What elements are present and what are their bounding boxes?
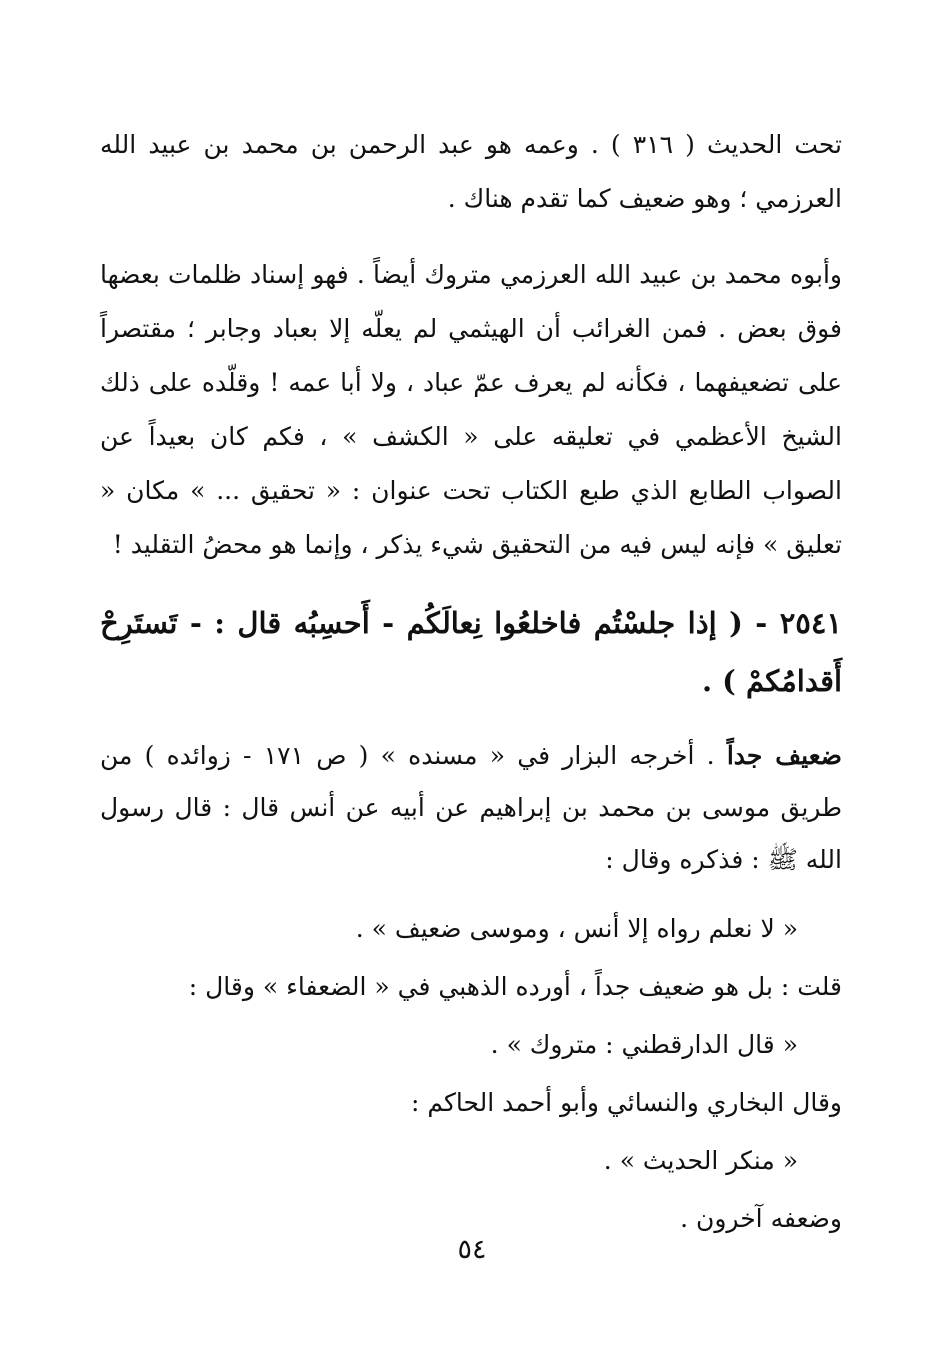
hadith-title: ٢٥٤١ - ( إذا جلسْتُم فاخلعُوا نِعالَكُم - أَحسِبُه قال : - تَستَرِحْ أَقدامُكمْ ) . — [100, 606, 842, 698]
line-1: « لا نعلم رواه إلا أنس ، وموسى ضعيف » . — [355, 914, 798, 943]
paragraph-3 — [100, 730, 842, 886]
page-number: ٥٤ — [457, 1234, 487, 1265]
grading-label: ضعيف جداً — [726, 741, 843, 770]
paragraph-1: تحت الحديث ( ٣١٦ ) . وعمه هو عبد الرحمن بن محمد بن عبيد الله العرزمي ؛ وهو ضعيف كما تقدم هناك . — [100, 130, 843, 213]
page-body — [100, 118, 842, 1248]
line-4: وقال البخاري والنسائي وأبو أحمد الحاكم : — [410, 1088, 842, 1117]
line-2: قلت : بل هو ضعيف جداً ، أورده الذهبي في « الضعفاء » وقال : — [188, 972, 842, 1001]
line-3: « قال الدارقطني : متروك » . — [490, 1030, 798, 1059]
line-6: وضعفه آخرون . — [680, 1204, 842, 1233]
line-5: « منكر الحديث » . — [603, 1146, 798, 1175]
paragraph-3-text: . أخرجه البزار في « مسنده » ( ص ١٧١ - زوائده ) من طريق موسى بن محمد بن إبراهيم عن أبيه عن أنس قال : قال رسول الله ﷺ : فذكره وقال : — [100, 741, 842, 874]
paragraph-2: وأبوه محمد بن عبيد الله العرزمي متروك أيضاً . فهو إسناد ظلمات بعضها فوق بعض . فمن الغرائب أن الهيثمي لم يعلّه إلا بعباد وجابر ؛ مقتصراً على تضعيفهما ، فكأنه لم يعرف عمّ عباد ، ولا أبا عمه ! وقلّده على ذلك الشيخ الأعظمي في تعليقه على « الكشف » ، فكم كان بعيداً عن الصواب الطابع الذي طبع الكتاب تحت عنوان : « تحقيق ... » مكان « تعليق » فإنه ليس فيه من التحقيق شيء يذكر ، وإنما هو محضُ التقليد ! — [100, 260, 842, 559]
